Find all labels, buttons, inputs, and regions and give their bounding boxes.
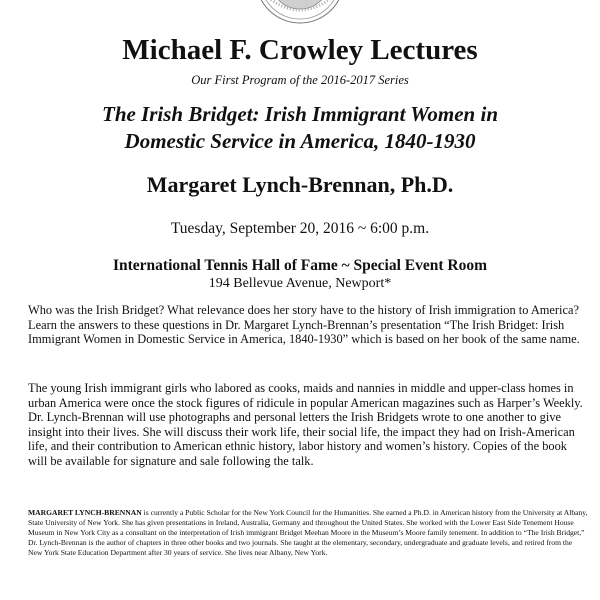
lecture-title-line2: Domestic Service in America, 1840-1930	[124, 129, 476, 153]
lecture-title	[0, 101, 600, 155]
lecture-title-line1: The Irish Bridget: Irish Immigrant Women in	[102, 102, 498, 126]
event-venue: International Tennis Hall of Fame ~ Special Event Room	[112, 257, 488, 274]
speaker-bio	[28, 508, 588, 558]
series-subtitle: Our First Program of the 2016-2017 Series	[191, 73, 409, 87]
description-paragraph-2: The young Irish immigrant girls who labored as cooks, maids and nannies in middle and upper-class homes in urban America were once the stock figures of ridicule in popular American magazines such as Harper’s Weekly. Dr. Lynch-Brennan will use photographs and personal letters the Irish Bridgets wrote to one another to give insight into their lives. She will discuss their work life, their social life, the impact they had on Irish-American life, and their contribution to American ethnic history, labor history and women’s history. Copies of the book will be available for signature and sale following the talk.	[28, 381, 583, 468]
description-paragraph-1: Who was the Irish Bridget? What relevance does her story have to the history of Irish immigration to America? Learn the answers to these questions in Dr. Margaret Lynch-Brennan’s presentation “The Irish Bridget: Irish Immigrant Women in Domestic Service in America, 1840-1930” which is based on her book of the same name.	[28, 303, 580, 347]
bio-name: MARGARET LYNCH-BRENNAN	[28, 508, 142, 517]
bio-text: is currently a Public Scholar for the New York Council for the Humanities. She earned a Ph.D. in American history from the University at Albany, State University of New York. She has given presentations in Ireland, Australia, Germany and throughout the United States. She worked with the Lower East Side Tenement House Museum in New York City as a consultant on the interpretation of Irish immigrant Bridget Meehan Moore in the Museum’s Moore family tenement. In addition to “The Irish Bridget,” Dr. Lynch-Brennan is the author of chapters in three other books and two journals. She taught at the elementary, secondary, undergraduate and graduate levels, and retired from the New York State Education Department after 30 years of service. She lives near Albany, New York.	[28, 508, 588, 557]
page-title: Michael F. Crowley Lectures	[122, 34, 478, 66]
event-datetime: Tuesday, September 20, 2016 ~ 6:00 p.m.	[170, 220, 430, 237]
speaker-name: Margaret Lynch-Brennan, Ph.D.	[146, 172, 454, 197]
society-seal-icon	[250, 0, 350, 24]
event-address: 194 Bellevue Avenue, Newport*	[208, 276, 392, 291]
